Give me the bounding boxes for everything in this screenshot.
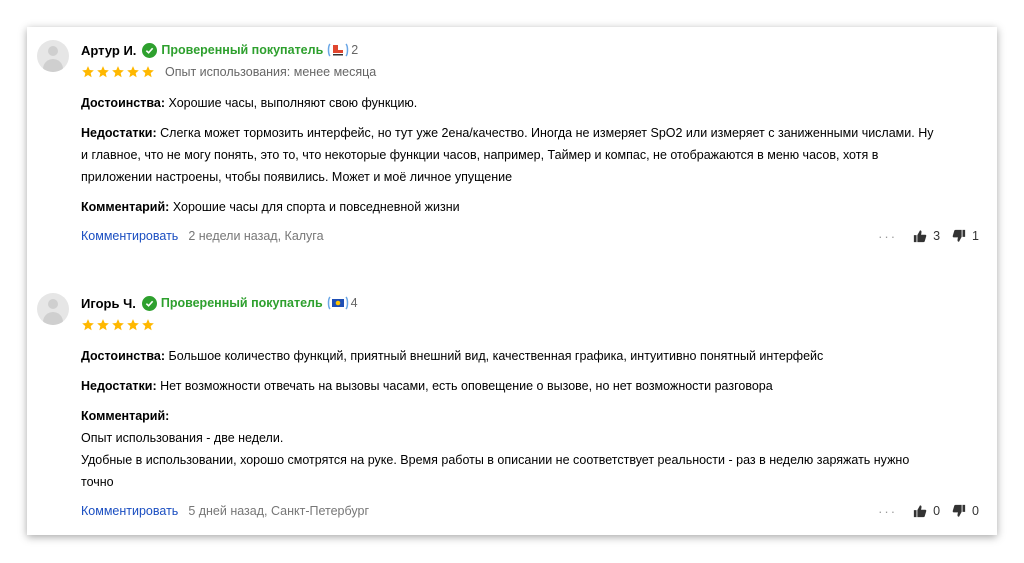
thumbs-up-icon[interactable]: [913, 504, 927, 518]
verified-buyer-label: Проверенный покупатель: [160, 296, 323, 310]
reviews-card: [27, 27, 997, 535]
star-icon: [126, 65, 140, 79]
badge-count: 2: [351, 43, 359, 57]
likes-count: 0: [933, 504, 941, 518]
pros-text: Хорошие часы, выполняют свою функцию.: [168, 96, 418, 110]
cons-text: и главное, что не могу понять, это то, что некоторые функции часов, например, Таймер и компас, не отображаются в меню часов, хотя в: [81, 148, 879, 162]
rating-row: [81, 62, 983, 82]
verified-check-icon: [142, 296, 157, 311]
cons-field: [81, 375, 983, 397]
cons-text: приложении настроены, чтобы появились. Может и моё личное упущение: [81, 170, 513, 184]
star-icon: [141, 318, 155, 332]
cons-label: Недостатки:: [81, 379, 157, 393]
star-icon: [96, 318, 110, 332]
review-meta: 2 недели назад, Калуга: [188, 229, 324, 243]
comment-text: Хорошие часы для спорта и повседневной жизни: [172, 200, 460, 214]
more-options-icon[interactable]: ···: [878, 228, 898, 244]
thumbs-down-icon[interactable]: [952, 229, 966, 243]
comment-label: Комментарий:: [81, 409, 170, 423]
comment-label: Комментарий:: [81, 200, 170, 214]
comment-field: [81, 405, 983, 493]
review-footer: [81, 500, 983, 522]
comment-button[interactable]: Комментировать: [81, 504, 179, 518]
votes: [878, 225, 979, 247]
star-icon: [111, 318, 125, 332]
likes-count: 3: [933, 229, 941, 243]
badge-count: 4: [350, 296, 358, 310]
pros-label: Достоинства:: [81, 349, 166, 363]
review-footer: [81, 225, 983, 247]
verified-buyer-label: Проверенный покупатель: [161, 43, 324, 57]
comment-field: [81, 196, 983, 218]
cons-text: Слегка может тормозить интерфейс, но тут уже 2ена/качество. Иногда не измеряет SpO2 или измеряет с заниженными числами. Ну: [160, 126, 934, 140]
box-badge-icon[interactable]: [326, 295, 350, 311]
author-name[interactable]: Артур И.: [81, 42, 137, 58]
review-header: [81, 41, 983, 59]
star-icon: [111, 65, 125, 79]
votes: [878, 500, 979, 522]
comment-button[interactable]: Комментировать: [81, 229, 179, 243]
verified-check-icon: [142, 43, 157, 58]
dislikes-count: 0: [972, 504, 979, 518]
review-header: [81, 294, 983, 312]
rating-row: [81, 315, 983, 335]
comment-text: Удобные в использовании, хорошо смотрятся на руке. Время работы в описании не соответствует реальности - раз в неделю заряжать нужно: [81, 453, 910, 467]
star-icon: [81, 318, 95, 332]
review-meta: 5 дней назад, Санкт-Петербург: [188, 504, 370, 518]
star-icon: [96, 65, 110, 79]
star-icon: [81, 65, 95, 79]
thumbs-down-icon[interactable]: [952, 504, 966, 518]
dislikes-count: 1: [972, 229, 979, 243]
pros-text: Большое количество функций, приятный внешний вид, качественная графика, интуитивно понятный интерфейс: [168, 349, 824, 363]
cons-label: Недостатки:: [81, 126, 157, 140]
cons-field: [81, 122, 983, 188]
avatar[interactable]: [37, 40, 69, 72]
more-options-icon[interactable]: ···: [878, 503, 898, 519]
skate-badge-icon[interactable]: [326, 42, 350, 58]
avatar[interactable]: [37, 293, 69, 325]
pros-field: [81, 92, 983, 114]
comment-text: точно: [81, 475, 114, 489]
pros-field: [81, 345, 983, 367]
star-icon: [126, 318, 140, 332]
comment-text: Опыт использования - две недели.: [81, 431, 284, 445]
star-icon: [141, 65, 155, 79]
author-name[interactable]: Игорь Ч.: [81, 295, 136, 311]
usage-duration: Опыт использования: менее месяца: [165, 65, 377, 79]
cons-text: Нет возможности отвечать на вызовы часами, есть оповещение о вызове, но нет возможности разговора: [160, 379, 773, 393]
pros-label: Достоинства:: [81, 96, 166, 110]
thumbs-up-icon[interactable]: [913, 229, 927, 243]
